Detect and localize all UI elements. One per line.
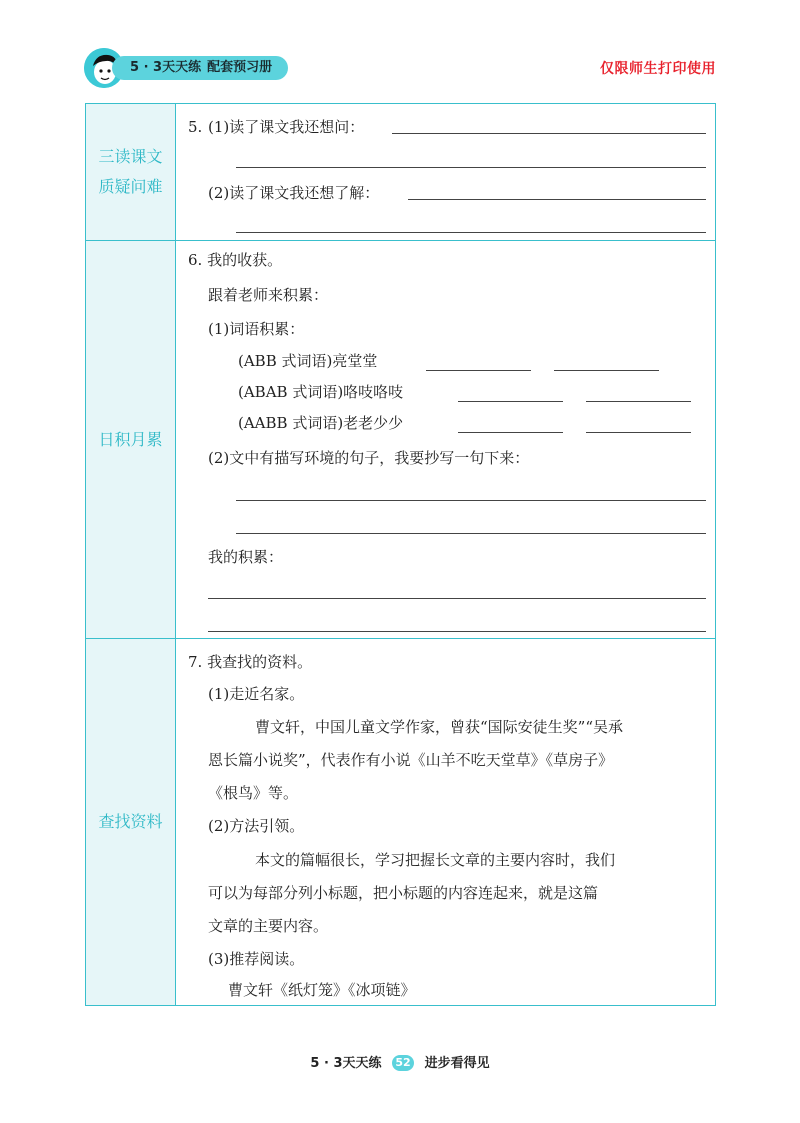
abab-words: (ABAB 式词语)咯吱咯吱 [238,383,404,401]
brand-badge [112,56,288,80]
answer-line[interactable] [586,432,691,433]
answer-line[interactable] [586,401,691,402]
q6-title: 6. 我的收获。 [188,251,283,269]
q5-part1: (1)读了课文我还想问： [208,118,365,136]
author-para-line2: 恩长篇小说奖”，代表作有小说《山羊不吃天堂草》《草房子》 [208,751,614,769]
q7-sub3: (3)推荐阅读。 [208,950,305,968]
aabb-words: (AABB 式词语)老老少少 [238,414,404,432]
author-para-line1: 曹文轩，中国儿童文学作家，曾获“国际安徒生奖”“吴承 [255,718,624,736]
page-footer [0,1052,800,1071]
label-line-1: 三读课文 [98,147,163,166]
section-accumulation-row [86,241,715,639]
method-para-line1: 本文的篇幅很长，学习把握长文章的主要内容时，我们 [255,851,616,869]
answer-line[interactable] [426,370,531,371]
answer-line[interactable] [458,432,563,433]
author-para-line3: 《根鸟》等。 [208,784,299,802]
q7-sub2: (2)方法引领。 [208,817,305,835]
exercise-table [85,103,716,1006]
answer-line[interactable] [236,232,706,233]
q6-sub2: (2)文中有描写环境的句子，我要抄写一句下来： [208,449,530,467]
recommended-books: 曹文轩《纸灯笼》《冰项链》 [228,981,416,999]
answer-line[interactable] [408,199,706,200]
label-line-2: 质疑问难 [98,177,163,196]
section-question-row [86,104,715,241]
section-research-row [86,639,715,1005]
page-number: 52 [392,1055,414,1071]
q7-sub1: (1)走近名家。 [208,685,305,703]
section-label-question [86,104,176,240]
footer-brand: 5 · 3天天练 [310,1056,382,1071]
answer-line[interactable] [236,533,706,534]
section-accumulation-content [176,241,715,638]
method-para-line2: 可以为每部分列小标题，把小标题的内容连起来，就是这篇 [208,884,599,902]
page-header [0,0,800,100]
answer-line[interactable] [208,598,706,599]
footer-slogan: 进步看得见 [424,1056,490,1071]
q7-title: 7. 我查找的资料。 [188,653,313,671]
brand-name: 5 · 3天天练 [130,60,202,75]
my-accumulation-label: 我的积累： [208,548,284,566]
section-label-research: 查找资料 [86,639,176,1005]
method-para-line3: 文章的主要内容。 [208,917,329,935]
section-question-content [176,104,715,240]
section-label-accumulation: 日积月累 [86,241,176,638]
section-research-content [176,639,715,1005]
print-notice: 仅限师生打印使用 [600,61,716,77]
brand-subtitle: 配套预习册 [207,60,273,75]
q5-number: 5. [188,118,203,136]
answer-line[interactable] [208,631,706,632]
abb-words: (ABB 式词语)亮堂堂 [238,352,378,370]
q6-intro: 跟着老师来积累： [208,286,329,304]
answer-line[interactable] [392,133,706,134]
answer-line[interactable] [236,167,706,168]
q6-sub1: (1)词语积累： [208,320,305,338]
answer-line[interactable] [236,500,706,501]
answer-line[interactable] [458,401,563,402]
q5-part2: (2)读了课文我还想了解： [208,184,380,202]
answer-line[interactable] [554,370,659,371]
